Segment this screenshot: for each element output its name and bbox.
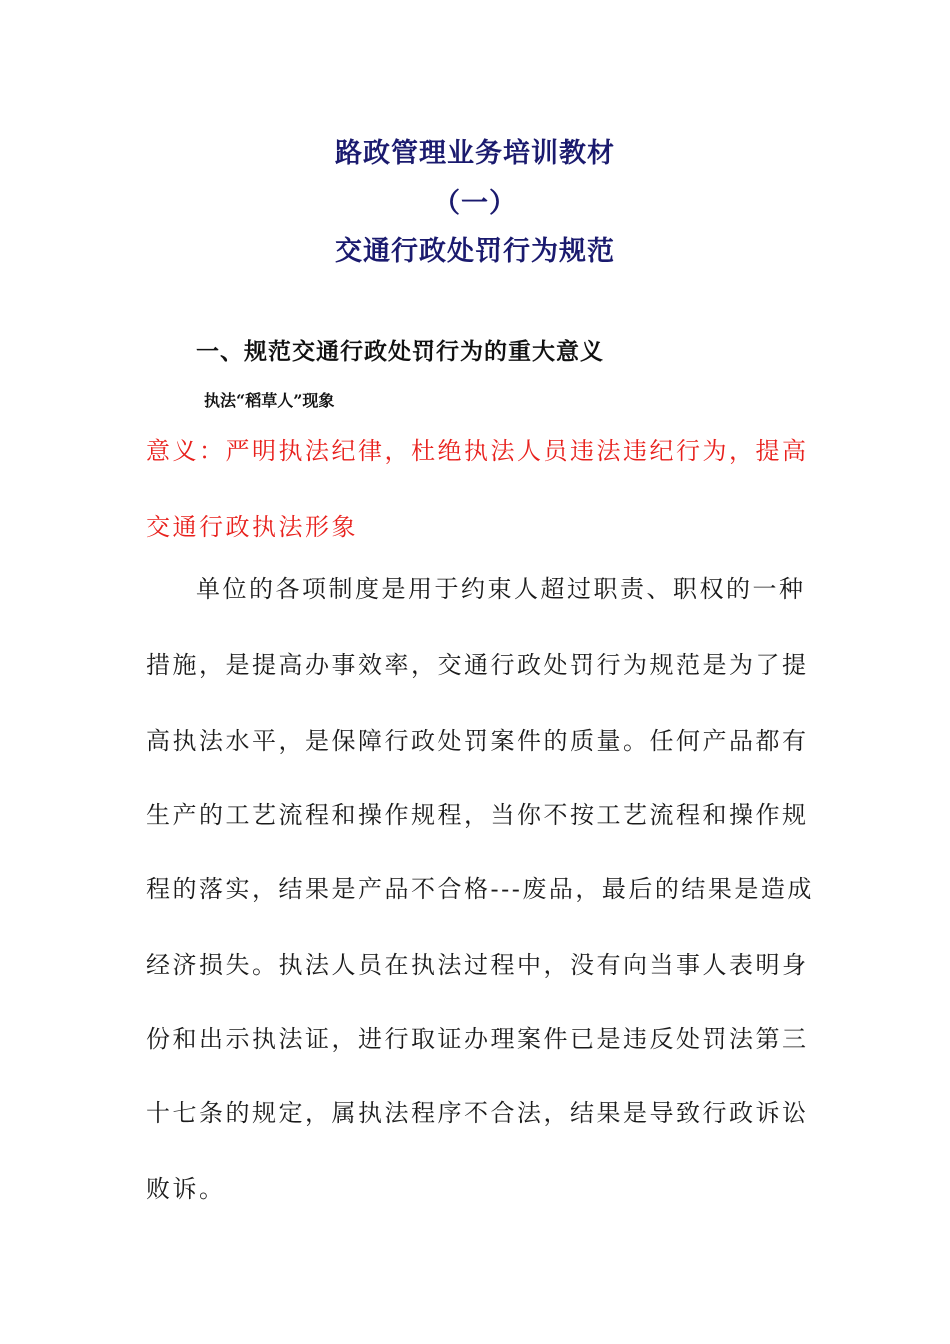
body-paragraph-line: 程的落实，结果是产品不合格---废品，最后的结果是造成 <box>146 875 814 903</box>
meaning-line: 意义：严明执法纪律，杜绝执法人员违法违纪行为，提高 <box>146 437 809 465</box>
body-paragraph-line: 高执法水平，是保障行政处罚案件的质量。任何产品都有 <box>146 727 809 755</box>
body-paragraph-line: 经济损失。执法人员在执法过程中，没有向当事人表明身 <box>146 951 809 979</box>
body-paragraph-line: 份和出示执法证，进行取证办理案件已是违反处罚法第三 <box>146 1025 809 1053</box>
body-paragraph-line: 生产的工艺流程和操作规程，当你不按工艺流程和操作规 <box>146 801 809 829</box>
document-title: 路政管理业务培训教材 <box>335 138 615 169</box>
meaning-line: 交通行政执法形象 <box>146 513 358 541</box>
body-paragraph-line: 措施，是提高办事效率，交通行政处罚行为规范是为了提 <box>146 651 809 679</box>
body-paragraph-line: 单位的各项制度是用于约束人超过职责、职权的一种 <box>196 575 806 603</box>
section-heading: 一、规范交通行政处罚行为的重大意义 <box>196 338 604 365</box>
body-paragraph-line: 败诉。 <box>146 1175 226 1203</box>
body-paragraph-line: 十七条的规定，属执法程序不合法，结果是导致行政诉讼 <box>146 1099 809 1127</box>
document-subtitle: 交通行政处罚行为规范 <box>335 236 615 267</box>
document-volume-number: （一） <box>433 188 517 219</box>
subheading: 执法“稻草人”现象 <box>204 391 335 410</box>
